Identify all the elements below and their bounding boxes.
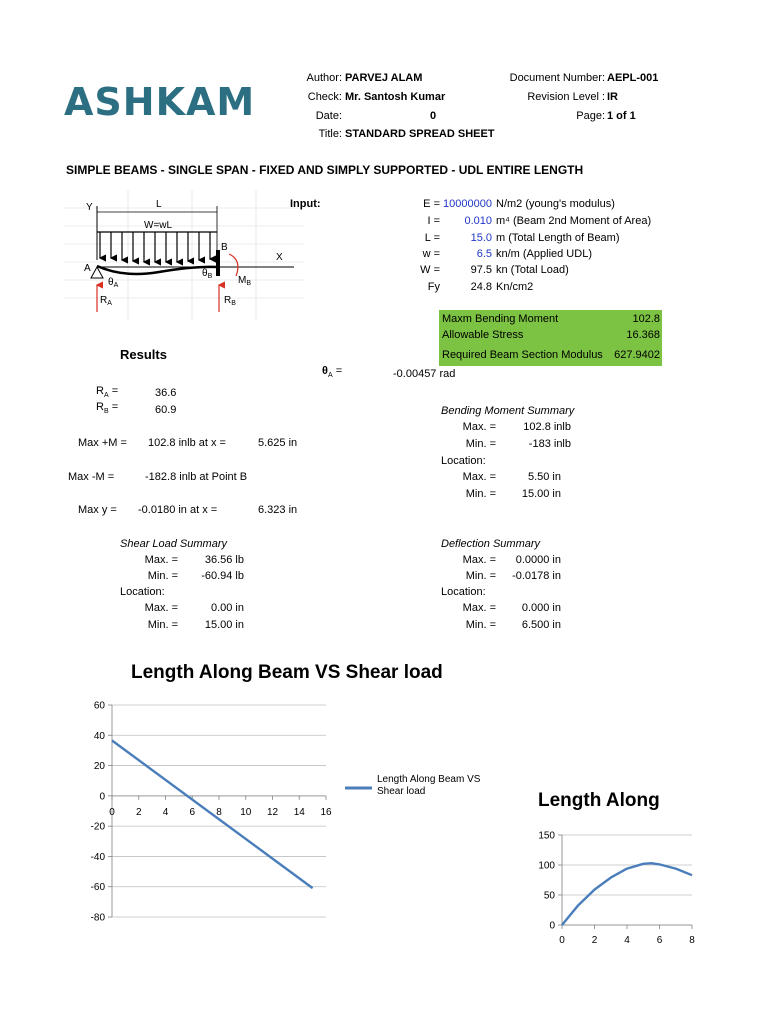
docnum-label: Document Number:	[509, 72, 605, 84]
series-line	[112, 741, 313, 889]
x-axis-label: X	[276, 252, 283, 263]
reaction-b-result-label: $R_B$ =	[96, 401, 119, 416]
logo-text: ASHKAM	[64, 80, 256, 124]
input-value: 0.010	[464, 215, 492, 227]
max-negative-moment-label: Max -M =	[68, 471, 115, 483]
y-tick-label: -60	[90, 882, 105, 894]
max-negative-moment-value: -182.8 inlb at Point B	[145, 471, 248, 483]
defl-max-label: Max. =	[462, 554, 496, 566]
y-tick-label: 20	[93, 761, 105, 773]
input-name: L =	[424, 232, 440, 244]
shear-loc-min-value: 15.00 in	[204, 619, 244, 631]
shear-min-value: -60.94 lb	[201, 570, 244, 582]
bending-chart	[520, 825, 695, 946]
y-tick-label: 0	[99, 791, 105, 803]
bm-min-value: -183 inlb	[528, 438, 571, 450]
x-tick-label: 0	[109, 806, 115, 818]
input-name: I =	[427, 215, 440, 227]
shear-min-label: Min. =	[147, 570, 178, 582]
page-label: Page:	[576, 110, 605, 122]
bm-max-label: Max. =	[462, 421, 496, 433]
y-tick-label: 100	[538, 860, 555, 872]
shear-chart-title: Length Along Beam VS Shear load	[131, 662, 443, 683]
defl-min-value: -0.0178 in	[512, 570, 561, 582]
y-tick-label: 60	[93, 700, 105, 712]
input-value: 97.5	[470, 264, 492, 276]
moment-b-arrow	[229, 254, 238, 276]
input-name: Fy	[427, 281, 440, 293]
allowable-stress-label: Allowable Stress	[442, 329, 524, 341]
shear-chart	[70, 695, 370, 935]
x-tick-label: 14	[293, 806, 305, 818]
shear-location-label: Location:	[120, 586, 165, 598]
fixed-support	[216, 250, 220, 276]
allowable-stress-value: 16.368	[626, 329, 660, 341]
beam-diagram	[64, 190, 304, 320]
span-label: L	[156, 199, 162, 210]
input-unit: Kn/cm2	[496, 281, 534, 293]
x-tick-label: 6	[189, 806, 196, 818]
author-value: PARVEJ ALAM	[345, 72, 423, 84]
x-tick-label: 2	[135, 806, 142, 818]
bm-loc-min-value: 15.00 in	[521, 488, 561, 500]
series-line	[562, 863, 692, 925]
point-a-label: A	[84, 263, 91, 274]
y-tick-label: 150	[538, 830, 555, 842]
max-bm-value: 102.8	[632, 313, 660, 325]
shear-summary-title: Shear Load Summary	[120, 538, 227, 550]
input-value: 15.0	[470, 232, 492, 244]
theta-a-value: -0.00457 rad	[393, 368, 456, 380]
bm-loc-max-label: Max. =	[462, 471, 496, 483]
max-deflection-label: Max y =	[78, 504, 117, 516]
x-tick-label: 2	[591, 935, 598, 946]
title-label: Title:	[318, 128, 342, 140]
x-tick-label: 10	[240, 806, 252, 818]
page-heading: SIMPLE BEAMS - SINGLE SPAN - FIXED AND SIMPLY SUPPORTED - UDL ENTIRE LENGTH	[66, 163, 584, 177]
defl-loc-max-value: 0.000 in	[521, 602, 561, 614]
point-b-label: B	[221, 242, 228, 253]
revision-label: Revision Level :	[527, 91, 605, 103]
input-label: Input:	[290, 198, 321, 210]
shear-loc-min-label: Min. =	[147, 619, 178, 631]
results-title: Results	[120, 347, 167, 362]
max-positive-moment-label: Max +M =	[78, 437, 127, 449]
x-tick-label: 6	[656, 935, 663, 946]
max-bm-label: Maxm Bending Moment	[442, 313, 559, 325]
x-tick-label: 8	[689, 935, 695, 946]
defl-loc-min-label: Min. =	[465, 619, 496, 631]
bm-loc-max-value: 5.50 in	[527, 471, 561, 483]
shear-loc-max-label: Max. =	[144, 602, 178, 614]
load-label: W=wL	[144, 220, 173, 231]
date-value: 0	[430, 110, 437, 122]
revision-value: IR	[607, 91, 618, 103]
y-tick-label: 50	[543, 890, 555, 902]
input-unit: N/m2 (young's modulus)	[496, 198, 615, 210]
company-logo	[64, 80, 255, 124]
bm-loc-min-label: Min. =	[465, 488, 496, 500]
defl-loc-max-label: Max. =	[462, 602, 496, 614]
moment-b-label: $M_B$	[238, 275, 252, 287]
theta-a-label: $\theta_A$	[108, 277, 119, 289]
shear-legend-label: Length Along Beam VS Shear load	[377, 774, 481, 797]
input-unit: m (Total Length of Beam)	[496, 232, 620, 244]
check-label: Check:	[307, 91, 342, 103]
bm-summary-title: Bending Moment Summary	[441, 405, 575, 417]
input-value: 24.8	[470, 281, 492, 293]
y-tick-label: -40	[90, 851, 105, 863]
reaction-a-result-label: $R_A$ =	[96, 385, 119, 400]
title-value: STANDARD SPREAD SHEET	[345, 128, 495, 140]
max-positive-moment-value: 102.8 inlb at x =	[148, 437, 226, 449]
max-deflection-value: -0.0180 in at x =	[138, 504, 218, 516]
shear-max-label: Max. =	[144, 554, 178, 566]
defl-min-label: Min. =	[465, 570, 496, 582]
reaction-a-label: $R_A$	[100, 295, 112, 307]
reaction-a-value: 36.6	[155, 387, 177, 399]
required-modulus-label: Required Beam Section Modulus	[442, 349, 603, 361]
reaction-b-label: $R_B$	[224, 295, 236, 307]
input-value: 6.5	[476, 248, 492, 260]
x-tick-label: 0	[559, 935, 565, 946]
udl-arrows	[100, 232, 210, 262]
x-tick-label: 4	[624, 935, 630, 946]
defl-location-label: Location:	[441, 586, 486, 598]
date-label: Date:	[315, 110, 342, 122]
defl-loc-min-value: 6.500 in	[521, 619, 561, 631]
y-tick-label: -80	[90, 912, 105, 924]
x-tick-label: 12	[266, 806, 279, 818]
defl-max-value: 0.0000 in	[515, 554, 561, 566]
shear-legend-swatch	[345, 783, 375, 793]
bm-chart-title-clip	[538, 790, 662, 812]
input-unit: m⁴ (Beam 2nd Moment of Area)	[496, 215, 652, 227]
x-tick-label: 8	[216, 806, 222, 818]
input-name: W =	[420, 264, 440, 276]
docnum-value: AEPL-001	[607, 72, 659, 84]
y-tick-label: 0	[549, 920, 555, 932]
input-value: 10000000	[443, 198, 492, 210]
y-tick-label: 40	[93, 730, 105, 742]
check-value: Mr. Santosh Kumar	[345, 91, 446, 103]
x-tick-label: 16	[320, 806, 332, 818]
author-label: Author:	[306, 72, 342, 84]
shear-loc-max-value: 0.00 in	[210, 602, 244, 614]
defl-summary-title: Deflection Summary	[441, 538, 541, 550]
bm-chart-title: Length Along	[538, 790, 660, 811]
bm-min-label: Min. =	[465, 438, 496, 450]
input-name: w =	[422, 248, 440, 260]
input-name: E =	[423, 198, 440, 210]
x-tick-label: 4	[162, 806, 169, 818]
max-deflection-x: 6.323 in	[258, 504, 298, 516]
bm-max-value: 102.8 inlb	[523, 421, 571, 433]
y-tick-label: -20	[90, 821, 105, 833]
input-unit: kn (Total Load)	[496, 264, 569, 276]
theta-a-result-label: $\theta_A$ =	[322, 365, 343, 380]
max-positive-moment-x: 5.625 in	[258, 437, 298, 449]
theta-b-label: $\theta_B$	[202, 268, 213, 280]
bm-location-label: Location:	[441, 455, 486, 467]
y-axis-label: Y	[86, 202, 93, 213]
required-modulus-value: 627.9402	[614, 349, 660, 361]
page-value: 1 of 1	[607, 110, 636, 122]
shear-max-value: 36.56 lb	[204, 554, 244, 566]
reaction-b-value: 60.9	[155, 404, 177, 416]
input-unit: kn/m (Applied UDL)	[496, 248, 592, 260]
